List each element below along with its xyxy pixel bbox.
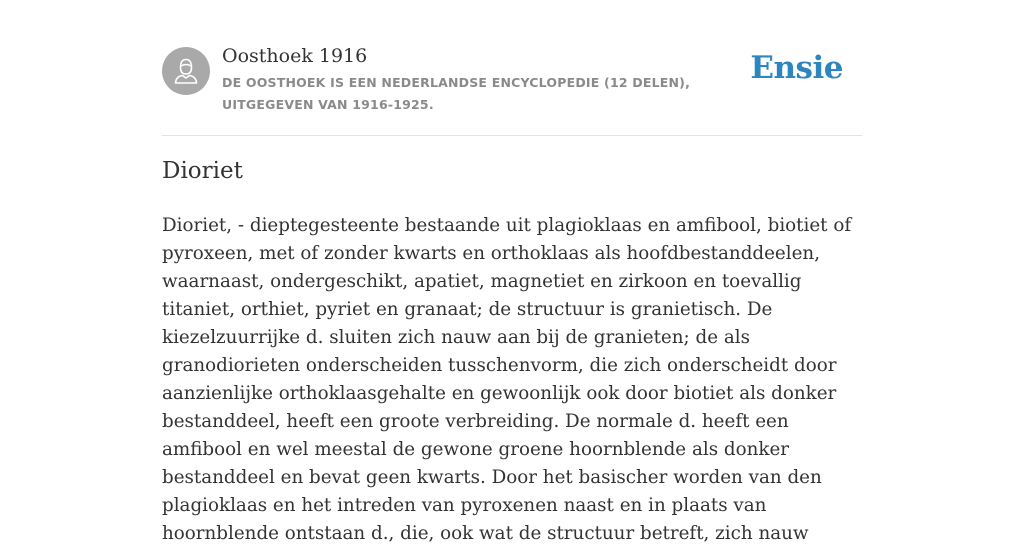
- brand-logo[interactable]: Ensie: [750, 50, 843, 86]
- content-column: [162, 0, 862, 544]
- article-title: Dioriet: [162, 158, 243, 184]
- source-title[interactable]: Oosthoek 1916: [222, 45, 368, 67]
- user-icon[interactable]: [162, 47, 210, 95]
- article-body: Dioriet, - dieptegesteente bestaande uit plagioklaas en amfibool, biotiet of pyroxeen, met of zonder kwarts en orthoklaas als hoofdbestanddeelen, waarnaast, ondergeschikt, apatiet, magnetiet en zirkoon en toevallig titaniet, orthiet, pyriet en granaat; de structuur is granietisch. De kiezelzuurrijke d. sluiten zich nauw aan bij de granieten; de als granodiorieten onderscheiden tusschenvorm, die zich onderscheidt door aanzienlijke orthoklaasgehalte en gewoonlijk ook door biotiet als donker bestanddeel, heeft een groote verbreiding. De normale d. heeft een amfibool en wel meestal de gewone groene hoornblende als donker bestanddeel en bevat geen kwarts. Door het basischer worden van den plagioklaas en het intreden van pyroxenen naast en in plaats van hoornblende ontstaan d., die, ook wat de structuur betreft, zich nauw: [162, 215, 852, 544]
- source-header: [162, 0, 862, 136]
- source-description: DE OOSTHOEK IS EEN NEDERLANDSE ENCYCLOPEDIE (12 DELEN), UITGEGEVEN VAN 1916-1925.: [222, 75, 691, 112]
